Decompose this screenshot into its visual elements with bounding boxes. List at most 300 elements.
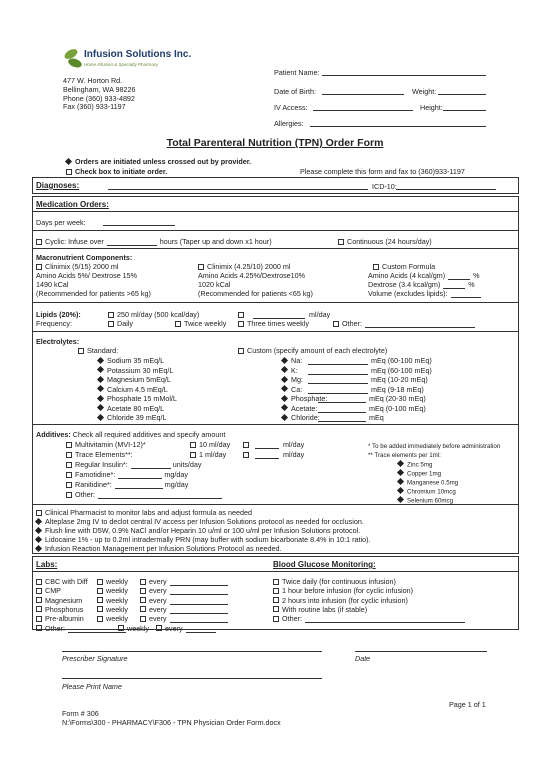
glucose-label: Twice daily (for continuous infusion) xyxy=(282,577,396,586)
lipids-label: Lipids (20%): xyxy=(36,310,81,319)
electrolytes-heading: Electrolytes: xyxy=(36,337,80,346)
custom-electrolyte-field[interactable] xyxy=(308,367,368,375)
custom-electrolyte-field[interactable] xyxy=(318,395,366,403)
freq-daily-option[interactable] xyxy=(108,319,133,328)
standing-order-text: Alteplase 2mg IV to declot central IV access per Infusion Solutions protocol as needed for occlusion. xyxy=(45,517,364,526)
additive-ranitidine-label: Ranitidine*: xyxy=(75,480,112,489)
diamond-bullet-icon xyxy=(281,413,288,420)
additive-famotidine[interactable] xyxy=(66,470,188,479)
volume-custom xyxy=(368,289,481,298)
insulin-field[interactable] xyxy=(131,461,171,469)
checkbox-icon[interactable] xyxy=(36,616,42,622)
note-check-box xyxy=(66,167,167,176)
glucose-label: Other: xyxy=(282,614,302,624)
diamond-bullet-icon xyxy=(65,157,72,164)
checkbox-icon[interactable] xyxy=(97,616,103,622)
standard-electrolyte-label: Chloride 39 mEq/L xyxy=(107,413,167,422)
standard-electrolyte-label: Sodium 35 mEq/L xyxy=(107,356,165,365)
macronutrient-heading: Macronutrient Components: xyxy=(36,253,133,262)
every-field[interactable] xyxy=(170,615,228,623)
trace-element-label: Manganese 0.5mg xyxy=(407,479,459,487)
fax-instruction: Please complete this form and fax to (360)933-1197 xyxy=(300,167,465,176)
divider xyxy=(32,248,519,249)
medication-orders-heading: Medication Orders: xyxy=(36,200,109,209)
clinimix-5-15-option[interactable] xyxy=(36,262,119,271)
lab-item[interactable] xyxy=(36,614,84,623)
freq-other-field[interactable] xyxy=(365,320,475,328)
lipids-custom-unit: ml/day xyxy=(309,310,331,319)
days-per-week-label: Days per week: xyxy=(36,218,86,227)
custom-electrolyte-label: Ca: xyxy=(291,384,303,394)
diamond-bullet-icon xyxy=(281,404,288,411)
checkbox-icon[interactable] xyxy=(238,348,244,354)
checkbox-icon[interactable] xyxy=(140,579,146,585)
standard-electrolyte-item xyxy=(98,394,177,403)
checkbox-icon[interactable] xyxy=(78,348,84,354)
checkbox-icon[interactable] xyxy=(36,625,42,631)
trace-element-item xyxy=(398,479,458,487)
trace-element-item xyxy=(398,470,441,478)
trace-element-label: Chromium 10mcg xyxy=(407,488,456,496)
custom-electrolyte-label: Acetate: xyxy=(291,403,318,413)
checkbox-icon[interactable] xyxy=(273,588,279,594)
standard-electrolyte-label: Acetate 80 mEq/L xyxy=(107,403,165,413)
macro-detail: 1020 kCal xyxy=(198,280,231,289)
famotidine-field[interactable] xyxy=(118,471,162,479)
diamond-bullet-icon xyxy=(397,469,404,476)
lab-every-option[interactable] xyxy=(140,605,228,614)
checkbox-icon[interactable] xyxy=(273,579,279,585)
checkbox-icon[interactable] xyxy=(97,606,103,612)
file-path: N:\Forms\300 - PHARMACY\F306 - TPN Physician Order Form.docx xyxy=(62,718,281,727)
standard-electrolyte-item xyxy=(98,404,164,413)
custom-electrolyte-range: mEq (9-18 mEq) xyxy=(371,384,424,394)
custom-electrolyte-field[interactable] xyxy=(318,405,366,413)
cyclic-hours-field[interactable] xyxy=(107,238,157,246)
checkbox-icon[interactable] xyxy=(36,588,42,594)
standard-electrolyte-item xyxy=(98,366,173,375)
standard-electrolyte-item xyxy=(98,385,168,394)
address-line: Bellingham, WA 98226 xyxy=(63,85,136,94)
note-check-text: Check box to initiate order. xyxy=(75,167,168,176)
weekly-label: weekly xyxy=(106,595,128,605)
diamond-bullet-icon xyxy=(281,385,288,392)
lab-weekly-option[interactable] xyxy=(97,577,128,586)
logo-company: Infusion Solutions Inc. xyxy=(84,49,192,60)
weekly-label: weekly xyxy=(106,614,128,624)
custom-electrolyte-label: K: xyxy=(291,365,298,375)
standing-order-item[interactable] xyxy=(36,535,370,544)
macro-detail: (Recommended for patients >65 kg) xyxy=(36,289,151,298)
diamond-bullet-icon xyxy=(97,413,104,420)
diamond-bullet-icon xyxy=(281,394,288,401)
standing-order-text: Infusion Reaction Management per Infusion Solutions Protocol as needed. xyxy=(45,544,282,553)
additive-ranitidine[interactable] xyxy=(66,480,188,489)
trace-element-label: Selenium 60mcg xyxy=(407,497,454,505)
diamond-bullet-icon xyxy=(281,366,288,373)
mvi-custom-field[interactable] xyxy=(255,441,279,449)
trace-1ml-option[interactable] xyxy=(190,450,226,459)
diamond-bullet-icon xyxy=(97,394,104,401)
checkbox-icon[interactable] xyxy=(36,606,42,612)
trace-custom-option[interactable] xyxy=(243,450,304,459)
diamond-bullet-icon xyxy=(35,535,42,542)
standing-order-item[interactable] xyxy=(36,526,360,535)
custom-electrolyte-entry[interactable] xyxy=(308,366,432,375)
electrolytes-standard-option[interactable] xyxy=(78,346,118,355)
famotidine-unit: mg/day xyxy=(164,470,188,479)
additives-heading xyxy=(36,430,225,439)
custom-electrolyte-entry[interactable] xyxy=(308,356,432,365)
every-label: every xyxy=(149,604,167,614)
custom-label: Custom (specify amount of each electrolyte) xyxy=(247,346,388,355)
mvi-10ml-label: 10 ml/day xyxy=(199,440,231,449)
lab-every-option[interactable] xyxy=(140,614,228,623)
custom-electrolyte-label: Phosphate: xyxy=(291,394,328,403)
checkbox-icon[interactable] xyxy=(118,625,124,631)
checkbox-icon[interactable] xyxy=(66,462,72,468)
custom-electrolyte-range: mEq (20-30 mEq) xyxy=(369,394,426,403)
dob-label: Date of Birth: xyxy=(274,87,316,96)
checkbox-icon[interactable] xyxy=(36,510,42,516)
glucose-item[interactable] xyxy=(273,596,408,605)
clinimix-4-25-10-option[interactable] xyxy=(198,262,291,271)
diamond-bullet-icon xyxy=(397,460,404,467)
standard-label: Standard: xyxy=(87,346,119,355)
custom-electrolyte-field[interactable] xyxy=(308,386,368,394)
lab-label: Phosphorus xyxy=(45,604,84,614)
additive-other[interactable] xyxy=(66,490,222,499)
trace-element-label: Copper 1mg xyxy=(407,470,442,478)
frequency-label: Frequency: xyxy=(36,319,72,328)
trace-element-item xyxy=(398,497,453,505)
glucose-label: 1 hour before infusion (for cyclic infusion) xyxy=(282,586,414,596)
additives-label: Additives: xyxy=(36,430,71,439)
standard-electrolyte-item xyxy=(98,356,164,365)
patient-name-label: Patient Name: xyxy=(274,68,320,77)
ranitidine-field[interactable] xyxy=(115,481,163,489)
standing-order-item[interactable] xyxy=(36,544,282,553)
checkbox-icon[interactable] xyxy=(108,321,114,327)
every-field[interactable] xyxy=(186,625,216,633)
standard-electrolyte-item xyxy=(98,375,171,384)
insulin-unit: units/day xyxy=(172,460,202,469)
lab-item[interactable] xyxy=(36,586,61,595)
every-field[interactable] xyxy=(170,587,228,595)
checkbox-icon[interactable] xyxy=(97,588,103,594)
diamond-bullet-icon xyxy=(397,496,404,503)
diagnoses-label: Diagnoses: xyxy=(36,181,80,190)
custom-electrolyte-entry[interactable] xyxy=(318,413,384,422)
glucose-item[interactable] xyxy=(273,586,413,595)
print-name-label: Please Print Name xyxy=(62,682,122,691)
checkbox-icon[interactable] xyxy=(190,452,196,458)
checkbox-icon[interactable] xyxy=(273,597,279,603)
note-initiated-text: Orders are initiated unless crossed out by provider. xyxy=(75,157,252,166)
diamond-bullet-icon xyxy=(97,404,104,411)
additive-other-field[interactable] xyxy=(98,491,222,499)
divider xyxy=(32,424,519,425)
height-label: Height: xyxy=(420,103,443,112)
lab-weekly-option[interactable] xyxy=(118,624,149,633)
divider xyxy=(32,230,519,231)
lab-label: Other: xyxy=(45,623,65,633)
address-line: Fax (360) 933-1197 xyxy=(63,102,126,111)
lab-item[interactable] xyxy=(36,596,82,605)
volume-custom-field[interactable] xyxy=(451,290,481,298)
additive-insulin[interactable] xyxy=(66,460,202,469)
mvi-10ml-option[interactable] xyxy=(190,440,230,449)
custom-formula-option[interactable] xyxy=(363,262,435,271)
iv-access-label: IV Access: xyxy=(274,103,308,112)
clinimix-5-15-label: Clinimix (5/15) 2000 ml xyxy=(45,262,119,271)
address-line: Phone (360) 933-4892 xyxy=(63,94,135,103)
diamond-bullet-icon xyxy=(397,487,404,494)
checkbox-icon[interactable] xyxy=(36,579,42,585)
diamond-bullet-icon xyxy=(281,375,288,382)
mvi-custom-unit: ml/day xyxy=(283,440,305,449)
checkbox-icon[interactable] xyxy=(36,264,42,270)
custom-electrolyte-label: Chloride: xyxy=(291,413,320,422)
additive-mvi[interactable] xyxy=(66,440,146,449)
checkbox-icon[interactable] xyxy=(190,442,196,448)
checkbox-icon[interactable] xyxy=(97,579,103,585)
standing-order-text: Lidocaine 1% - up to 0.2ml intradermally PRN (may buffer with sodium bicarbonate 8.4% in 10:1 ratio). xyxy=(45,535,371,544)
lab-item[interactable] xyxy=(36,605,83,614)
clinimix-4-25-10-label: Clinimix (4.25/10) 2000 ml xyxy=(207,262,291,271)
custom-electrolyte-entry[interactable] xyxy=(318,394,426,403)
every-label: every xyxy=(149,614,167,624)
custom-electrolyte-field[interactable] xyxy=(308,376,368,384)
trace-custom-unit: ml/day xyxy=(283,450,305,459)
checkbox-icon[interactable] xyxy=(66,482,72,488)
glucose-item[interactable] xyxy=(273,605,367,614)
macro-detail: (Recommended for patients <65 kg) xyxy=(198,289,313,298)
lipids-250-option[interactable] xyxy=(108,310,199,319)
dextrose-custom-label: Dextrose (3.4 kcal/gm) xyxy=(368,280,441,289)
checkbox-icon[interactable] xyxy=(140,606,146,612)
checkbox-icon[interactable] xyxy=(198,264,204,270)
form-number: Form # 306 xyxy=(62,709,99,718)
print-name-line[interactable] xyxy=(62,678,322,679)
lab-weekly-option[interactable] xyxy=(97,586,128,595)
lab-weekly-option[interactable] xyxy=(97,605,128,614)
date-line[interactable] xyxy=(355,651,487,652)
lab-label: Pre-albumin xyxy=(45,614,84,624)
logo-tagline: Home Infusion & Specialty Pharmacy xyxy=(84,62,159,67)
trace-element-label: Zinc 5mg xyxy=(407,461,433,469)
checkbox-icon[interactable] xyxy=(36,597,42,603)
checkbox-icon[interactable] xyxy=(238,312,244,318)
lab-weekly-option[interactable] xyxy=(97,614,128,623)
custom-electrolyte-field[interactable] xyxy=(308,357,368,365)
diagnoses-box xyxy=(32,177,519,194)
standard-electrolyte-item xyxy=(98,413,167,422)
checkbox-icon[interactable] xyxy=(66,452,72,458)
diamond-bullet-icon xyxy=(35,526,42,533)
glucose-other-field[interactable] xyxy=(305,615,465,623)
patient-name-field[interactable] xyxy=(322,75,486,76)
freq-twice-label: Twice weekly xyxy=(184,319,227,328)
lab-every-option[interactable] xyxy=(140,577,228,586)
diagnoses-field[interactable] xyxy=(108,189,368,190)
amino-acids-custom-field[interactable] xyxy=(448,272,470,280)
weekly-label: weekly xyxy=(106,577,128,586)
checkbox-icon[interactable] xyxy=(66,442,72,448)
additive-mvi-label: Multivitamin (MVI-12)* xyxy=(75,440,146,449)
divider xyxy=(32,571,519,572)
custom-electrolyte-item xyxy=(282,404,317,413)
lipids-custom-option[interactable] xyxy=(238,310,330,319)
custom-electrolyte-entry[interactable] xyxy=(308,375,428,384)
every-label: every xyxy=(149,595,167,605)
checkbox-icon[interactable] xyxy=(243,442,249,448)
lab-every-option[interactable] xyxy=(140,586,228,595)
clinical-pharmacist-label: Clinical Pharmacist to monitor labs and adjust formula as needed xyxy=(45,508,252,517)
checkbox-icon xyxy=(66,169,72,175)
days-per-week-field[interactable] xyxy=(103,225,175,226)
icd10-field[interactable] xyxy=(396,189,496,190)
dob-field[interactable] xyxy=(322,94,404,95)
allergies-field[interactable] xyxy=(310,126,486,127)
checkbox-icon[interactable] xyxy=(108,312,114,318)
mvi-custom-option[interactable] xyxy=(243,440,304,449)
every-label: every xyxy=(149,577,167,586)
checkbox-icon[interactable] xyxy=(333,321,339,327)
additive-famotidine-label: Famotidine*: xyxy=(75,470,116,479)
continuous-option[interactable] xyxy=(338,237,432,246)
trace-custom-field[interactable] xyxy=(255,451,279,459)
height-field[interactable] xyxy=(443,110,486,111)
weekly-label: weekly xyxy=(106,604,128,614)
additive-note-1: * To be added immediately before administration xyxy=(368,443,501,450)
signature-line[interactable] xyxy=(62,651,322,652)
custom-electrolyte-item xyxy=(282,356,302,365)
freq-daily-label: Daily xyxy=(117,319,133,328)
lab-label: Magnesium xyxy=(45,595,83,605)
electrolytes-custom-option[interactable] xyxy=(238,346,387,355)
allergies-label: Allergies: xyxy=(274,119,304,128)
custom-electrolyte-entry[interactable] xyxy=(318,404,426,413)
checkbox-icon[interactable] xyxy=(238,321,244,327)
standard-electrolyte-label: Magnesium 5mEq/L xyxy=(107,375,171,384)
standard-electrolyte-label: Calcium 4.5 mEq/L xyxy=(107,384,168,394)
additive-note-2: ** Trace elements per 1ml: xyxy=(368,452,441,459)
icd10-label: ICD-10: xyxy=(372,182,397,191)
checkbox-icon[interactable] xyxy=(140,616,146,622)
lab-label: CMP xyxy=(45,586,61,596)
diamond-bullet-icon xyxy=(97,375,104,382)
checkbox-icon[interactable] xyxy=(140,588,146,594)
glucose-item[interactable] xyxy=(273,577,396,586)
iv-access-field[interactable] xyxy=(313,110,413,111)
note-initiated xyxy=(66,157,251,166)
checkbox-icon[interactable] xyxy=(243,452,249,458)
dextrose-custom xyxy=(368,280,475,289)
percent-sign: % xyxy=(468,280,475,289)
trace-element-item xyxy=(398,488,456,496)
freq-twice-option[interactable] xyxy=(175,319,226,328)
checkbox-icon[interactable] xyxy=(273,616,279,622)
continuous-label: Continuous (24 hours/day) xyxy=(347,237,432,246)
custom-electrolyte-label: Mg: xyxy=(291,375,303,384)
freq-other-label: Other: xyxy=(342,319,362,328)
standing-order-item[interactable] xyxy=(36,517,364,526)
company-logo xyxy=(62,48,192,72)
checkbox-icon[interactable] xyxy=(156,625,162,631)
diamond-bullet-icon xyxy=(281,356,288,363)
trace-element-item xyxy=(398,461,432,469)
checkbox-icon[interactable] xyxy=(175,321,181,327)
custom-electrolyte-field[interactable] xyxy=(318,414,366,422)
lipids-250-label: 250 ml/day (500 kcal/day) xyxy=(117,310,200,319)
custom-electrolyte-range: mEq (0-100 mEq) xyxy=(369,403,426,413)
custom-electrolyte-item xyxy=(282,375,303,384)
amino-acids-custom-label: Amino Acids (4 kcal/gm) xyxy=(368,271,446,280)
diamond-bullet-icon xyxy=(97,366,104,373)
standard-electrolyte-label: Phosphate 15 mMol/L xyxy=(107,394,177,403)
weight-label: Weight: xyxy=(412,87,437,96)
cyclic-label: Cyclic: Infuse over xyxy=(45,237,104,246)
labs-heading: Labs: xyxy=(36,560,58,569)
custom-formula-label: Custom Formula xyxy=(382,262,436,271)
weight-field[interactable] xyxy=(438,94,486,95)
lab-every-option[interactable] xyxy=(156,624,216,633)
cyclic-option[interactable] xyxy=(36,237,272,246)
lab-item[interactable] xyxy=(36,577,88,586)
checkbox-icon[interactable] xyxy=(36,239,42,245)
checkbox-icon[interactable] xyxy=(66,492,72,498)
lab-every-option[interactable] xyxy=(140,596,228,605)
address-line: 477 W. Horton Rd. xyxy=(63,76,123,85)
weekly-label: weekly xyxy=(127,623,149,633)
macro-detail: Amino Acids 4.25%/Dextrose10% xyxy=(198,271,306,280)
custom-electrolyte-range: mEq (60-100 mEq) xyxy=(371,356,432,365)
standard-electrolyte-label: Potassium 30 mEq/L xyxy=(107,365,174,375)
freq-three-label: Three times weekly xyxy=(247,319,309,328)
checkbox-icon[interactable] xyxy=(66,472,72,478)
diamond-bullet-icon xyxy=(97,356,104,363)
additive-trace-label: Trace Elements**: xyxy=(75,450,133,459)
checkbox-icon[interactable] xyxy=(373,264,379,270)
freq-other-option[interactable] xyxy=(333,319,475,328)
every-field[interactable] xyxy=(170,606,228,614)
lab-weekly-option[interactable] xyxy=(97,596,128,605)
lab-item[interactable] xyxy=(36,624,126,633)
additives-instruction: Check all required additives and specify amount xyxy=(72,430,226,439)
every-field[interactable] xyxy=(170,578,228,586)
custom-electrolyte-range: mEq xyxy=(369,413,384,422)
lipids-custom-field[interactable] xyxy=(253,311,305,319)
percent-sign: % xyxy=(473,271,480,280)
additive-insulin-label: Regular Insulin*: xyxy=(75,460,128,469)
clinical-pharmacist-option[interactable] xyxy=(36,508,252,517)
every-field[interactable] xyxy=(170,597,228,605)
additive-trace[interactable] xyxy=(66,450,133,459)
dextrose-custom-field[interactable] xyxy=(443,281,465,289)
custom-electrolyte-entry[interactable] xyxy=(308,385,424,394)
custom-electrolyte-item xyxy=(282,413,320,422)
checkbox-icon[interactable] xyxy=(338,239,344,245)
glucose-item[interactable] xyxy=(273,614,465,623)
checkbox-icon[interactable] xyxy=(97,597,103,603)
checkbox-icon[interactable] xyxy=(273,606,279,612)
date-label: Date xyxy=(355,654,371,663)
freq-three-option[interactable] xyxy=(238,319,309,328)
every-label: every xyxy=(149,586,167,596)
checkbox-icon[interactable] xyxy=(140,597,146,603)
additive-other-label: Other: xyxy=(75,490,95,499)
